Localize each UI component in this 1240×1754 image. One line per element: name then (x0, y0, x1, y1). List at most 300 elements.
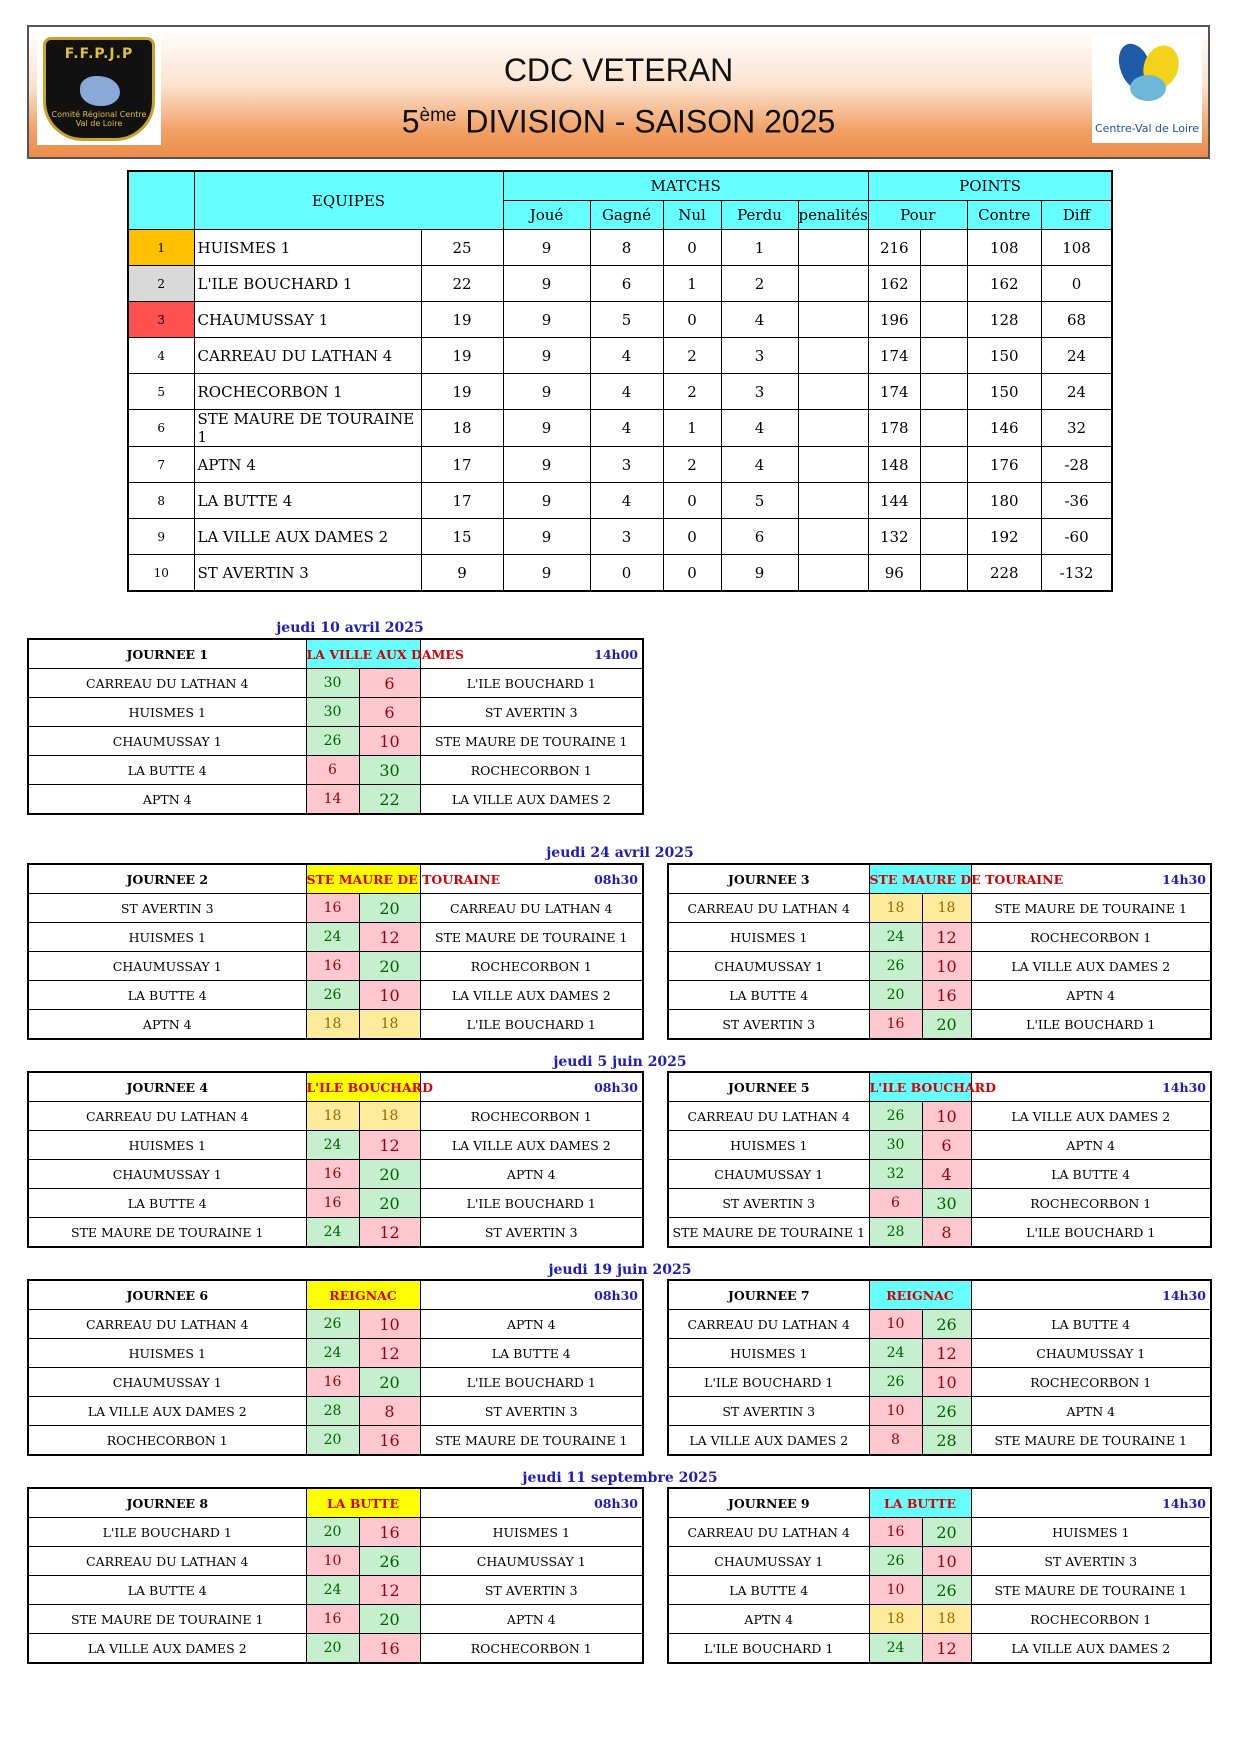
away-score: 28 (922, 1426, 971, 1456)
j-cell: 9 (503, 447, 590, 483)
pen-cell (798, 338, 868, 374)
home-team: LA VILLE AUX DAMES 2 (28, 1634, 306, 1664)
away-team: HUISMES 1 (971, 1518, 1211, 1547)
pen-cell (798, 374, 868, 410)
home-score: 28 (869, 1218, 922, 1248)
away-score: 6 (359, 698, 420, 727)
home-score: 26 (869, 1547, 922, 1576)
j-cell: 9 (503, 555, 590, 592)
rank-cell: 5 (128, 374, 194, 410)
match-row (28, 1368, 643, 1397)
away-team: CHAUMUSSAY 1 (971, 1339, 1211, 1368)
away-team: L'ILE BOUCHARD 1 (420, 1189, 643, 1218)
away-team: APTN 4 (420, 1310, 643, 1339)
g-cell: 4 (590, 410, 663, 447)
start-time: 08h30 (420, 1072, 643, 1102)
match-row (28, 1160, 643, 1189)
start-time: 14h30 (971, 1072, 1211, 1102)
home-score: 24 (306, 1131, 359, 1160)
match-row (668, 1576, 1211, 1605)
pour-cell: 174 (868, 338, 920, 374)
away-team: ROCHECORBON 1 (971, 1605, 1211, 1634)
start-time: 08h30 (420, 864, 643, 894)
home-score: 20 (869, 981, 922, 1010)
journee-table (27, 863, 644, 1040)
match-row (668, 923, 1211, 952)
away-score: 4 (922, 1160, 971, 1189)
home-team: CARREAU DU LATHAN 4 (668, 1518, 869, 1547)
away-team: L'ILE BOUCHARD 1 (971, 1010, 1211, 1040)
pts-cell: 15 (421, 519, 503, 555)
away-score: 20 (359, 894, 420, 923)
journee-table (667, 863, 1212, 1040)
p-cell: 2 (721, 266, 798, 302)
home-score: 32 (869, 1160, 922, 1189)
away-score: 18 (359, 1102, 420, 1131)
away-score: 12 (359, 1576, 420, 1605)
equipes-header: EQUIPES (194, 171, 503, 230)
venue-label: STE MAURE DE TOURAINE (869, 864, 971, 894)
match-row (668, 1189, 1211, 1218)
match-row (668, 1368, 1211, 1397)
home-score: 16 (306, 1605, 359, 1634)
pour-cell: 174 (868, 374, 920, 410)
gagne-header: Gagné (590, 201, 663, 230)
contre-cell: 128 (967, 302, 1041, 338)
away-team: LA VILLE AUX DAMES 2 (420, 981, 643, 1010)
away-score: 26 (922, 1397, 971, 1426)
home-score: 24 (306, 923, 359, 952)
rank-cell: 10 (128, 555, 194, 592)
n-cell: 2 (663, 338, 721, 374)
journee-header-row (28, 639, 643, 669)
title-line-1: CDC VETERAN (503, 52, 734, 88)
home-team: L'ILE BOUCHARD 1 (28, 1518, 306, 1547)
match-row (28, 1131, 643, 1160)
home-team: CHAUMUSSAY 1 (668, 952, 869, 981)
journee-title: JOURNEE 4 (28, 1072, 306, 1102)
x-cell (920, 483, 967, 519)
home-team: CARREAU DU LATHAN 4 (28, 669, 306, 698)
journee-header-row (668, 864, 1211, 894)
home-score: 6 (869, 1189, 922, 1218)
team-cell: CARREAU DU LATHAN 4 (194, 338, 421, 374)
away-team: APTN 4 (971, 1131, 1211, 1160)
start-time: 08h30 (420, 1488, 643, 1518)
pour-cell: 148 (868, 447, 920, 483)
home-score: 30 (306, 698, 359, 727)
away-team: APTN 4 (971, 981, 1211, 1010)
pts-cell: 17 (421, 447, 503, 483)
home-score: 26 (869, 1368, 922, 1397)
x-cell (920, 230, 967, 266)
away-score: 20 (359, 1160, 420, 1189)
away-team: ROCHECORBON 1 (420, 1634, 643, 1664)
g-cell: 4 (590, 338, 663, 374)
home-team: LA BUTTE 4 (28, 981, 306, 1010)
home-score: 24 (306, 1218, 359, 1248)
home-team: LA BUTTE 4 (28, 1576, 306, 1605)
match-row (28, 698, 643, 727)
away-team: LA VILLE AUX DAMES 2 (971, 952, 1211, 981)
pour-cell: 132 (868, 519, 920, 555)
pen-cell (798, 302, 868, 338)
x-cell (920, 374, 967, 410)
j-cell: 9 (503, 302, 590, 338)
standings-row (128, 266, 1112, 302)
points-header: POINTS (868, 171, 1112, 201)
pen-cell (798, 555, 868, 592)
journee-table (27, 1071, 644, 1248)
diff-cell: 68 (1041, 302, 1112, 338)
venue-label: REIGNAC (306, 1280, 420, 1310)
standings-row (128, 374, 1112, 410)
venue-label: L'ILE BOUCHARD (869, 1072, 971, 1102)
home-team: HUISMES 1 (28, 1131, 306, 1160)
title-superscript: ème (419, 105, 457, 126)
standings-header-row-1 (128, 171, 1112, 201)
away-score: 12 (359, 1339, 420, 1368)
away-team: ST AVERTIN 3 (420, 1576, 643, 1605)
home-team: LA BUTTE 4 (668, 981, 869, 1010)
journee-title: JOURNEE 5 (668, 1072, 869, 1102)
match-row (28, 1576, 643, 1605)
venue-label: L'ILE BOUCHARD (306, 1072, 420, 1102)
p-cell: 4 (721, 447, 798, 483)
team-cell: HUISMES 1 (194, 230, 421, 266)
match-row (28, 1397, 643, 1426)
home-score: 16 (306, 1368, 359, 1397)
home-team: LA BUTTE 4 (28, 756, 306, 785)
n-cell: 2 (663, 374, 721, 410)
pts-cell: 19 (421, 302, 503, 338)
home-score: 24 (306, 1576, 359, 1605)
start-time: 14h30 (971, 1280, 1211, 1310)
standings-row (128, 338, 1112, 374)
home-team: CHAUMUSSAY 1 (28, 1368, 306, 1397)
home-score: 18 (306, 1010, 359, 1040)
home-score: 26 (306, 981, 359, 1010)
away-team: STE MAURE DE TOURAINE 1 (971, 1576, 1211, 1605)
match-row (28, 981, 643, 1010)
contre-cell: 146 (967, 410, 1041, 447)
match-row (668, 1634, 1211, 1664)
journee-title: JOURNEE 1 (28, 639, 306, 669)
pen-cell (798, 483, 868, 519)
venue-label: LA BUTTE (869, 1488, 971, 1518)
journee-title: JOURNEE 7 (668, 1280, 869, 1310)
p-cell: 1 (721, 230, 798, 266)
away-score: 12 (359, 923, 420, 952)
contre-header: Contre (967, 201, 1041, 230)
pts-cell: 9 (421, 555, 503, 592)
diff-cell: -132 (1041, 555, 1112, 592)
away-team: APTN 4 (420, 1605, 643, 1634)
nul-header: Nul (663, 201, 721, 230)
away-team: STE MAURE DE TOURAINE 1 (420, 923, 643, 952)
match-row (668, 1397, 1211, 1426)
team-cell: CHAUMUSSAY 1 (194, 302, 421, 338)
home-score: 14 (306, 785, 359, 815)
p-cell: 4 (721, 410, 798, 447)
contre-cell: 150 (967, 338, 1041, 374)
match-row (28, 1189, 643, 1218)
home-score: 30 (869, 1131, 922, 1160)
match-row (668, 952, 1211, 981)
pour-cell: 196 (868, 302, 920, 338)
home-score: 26 (306, 727, 359, 756)
home-score: 18 (306, 1102, 359, 1131)
g-cell: 0 (590, 555, 663, 592)
x-cell (920, 519, 967, 555)
journee-title: JOURNEE 9 (668, 1488, 869, 1518)
journee-header-row (28, 864, 643, 894)
away-score: 12 (359, 1131, 420, 1160)
match-row (28, 756, 643, 785)
x-cell (920, 555, 967, 592)
home-team: CARREAU DU LATHAN 4 (28, 1547, 306, 1576)
home-team: HUISMES 1 (28, 698, 306, 727)
g-cell: 5 (590, 302, 663, 338)
home-team: CARREAU DU LATHAN 4 (668, 1102, 869, 1131)
home-score: 16 (306, 894, 359, 923)
diff-cell: -60 (1041, 519, 1112, 555)
home-score: 24 (306, 1339, 359, 1368)
away-score: 8 (359, 1397, 420, 1426)
pts-cell: 18 (421, 410, 503, 447)
x-cell (920, 338, 967, 374)
home-team: LA VILLE AUX DAMES 2 (28, 1397, 306, 1426)
match-row (28, 1518, 643, 1547)
journee-title: JOURNEE 6 (28, 1280, 306, 1310)
away-score: 16 (359, 1634, 420, 1664)
away-team: STE MAURE DE TOURAINE 1 (420, 727, 643, 756)
home-team: CHAUMUSSAY 1 (28, 727, 306, 756)
home-team: LA BUTTE 4 (28, 1189, 306, 1218)
journee-table (27, 1279, 644, 1456)
rank-cell: 2 (128, 266, 194, 302)
diff-header: Diff (1041, 201, 1112, 230)
match-row (668, 1131, 1211, 1160)
home-score: 24 (869, 923, 922, 952)
match-row (668, 1010, 1211, 1040)
match-row (668, 1547, 1211, 1576)
journee-table (667, 1279, 1212, 1456)
away-score: 20 (922, 1518, 971, 1547)
contre-cell: 150 (967, 374, 1041, 410)
away-score: 22 (359, 785, 420, 815)
date-label: jeudi 11 septembre 2025 (522, 1470, 718, 1486)
home-team: LA VILLE AUX DAMES 2 (668, 1426, 869, 1456)
away-score: 10 (922, 1547, 971, 1576)
standings-table (127, 170, 1113, 592)
away-team: LA VILLE AUX DAMES 2 (971, 1102, 1211, 1131)
match-row (668, 1310, 1211, 1339)
journee-title: JOURNEE 3 (668, 864, 869, 894)
away-score: 8 (922, 1218, 971, 1248)
pour-cell: 178 (868, 410, 920, 447)
pen-cell (798, 519, 868, 555)
home-team: STE MAURE DE TOURAINE 1 (28, 1605, 306, 1634)
pts-cell: 19 (421, 374, 503, 410)
home-team: ROCHECORBON 1 (28, 1426, 306, 1456)
diff-cell: 108 (1041, 230, 1112, 266)
match-row (668, 894, 1211, 923)
x-cell (920, 302, 967, 338)
match-row (28, 785, 643, 815)
match-row (668, 1605, 1211, 1634)
home-score: 30 (306, 669, 359, 698)
pour-cell: 162 (868, 266, 920, 302)
away-score: 20 (922, 1010, 971, 1040)
away-team: APTN 4 (971, 1397, 1211, 1426)
home-team: APTN 4 (28, 785, 306, 815)
away-team: L'ILE BOUCHARD 1 (971, 1218, 1211, 1248)
away-score: 16 (922, 981, 971, 1010)
match-row (28, 894, 643, 923)
home-team: CHAUMUSSAY 1 (28, 1160, 306, 1189)
standings-row (128, 410, 1112, 447)
home-team: L'ILE BOUCHARD 1 (668, 1368, 869, 1397)
region-logo (1092, 35, 1202, 143)
logo-left-subtext: Comité Régional Centre Val de Loire (51, 110, 147, 128)
home-score: 28 (306, 1397, 359, 1426)
away-score: 30 (359, 756, 420, 785)
home-score: 16 (869, 1518, 922, 1547)
home-team: APTN 4 (28, 1010, 306, 1040)
away-team: LA VILLE AUX DAMES 2 (420, 1131, 643, 1160)
home-team: HUISMES 1 (668, 1339, 869, 1368)
rank-cell: 3 (128, 302, 194, 338)
match-row (668, 1102, 1211, 1131)
home-score: 6 (306, 756, 359, 785)
g-cell: 3 (590, 447, 663, 483)
away-score: 6 (359, 669, 420, 698)
title-rest: DIVISION - SAISON 2025 (456, 103, 836, 140)
team-cell: STE MAURE DE TOURAINE 1 (194, 410, 421, 447)
rank-cell: 4 (128, 338, 194, 374)
match-row (28, 952, 643, 981)
logo-left-text: F.F.P.J.P (64, 46, 134, 62)
pour-cell: 96 (868, 555, 920, 592)
n-cell: 0 (663, 519, 721, 555)
page-title (29, 47, 1208, 145)
rank-cell: 8 (128, 483, 194, 519)
j-cell: 9 (503, 519, 590, 555)
home-team: HUISMES 1 (668, 923, 869, 952)
away-team: LA VILLE AUX DAMES 2 (971, 1634, 1211, 1664)
pts-cell: 25 (421, 230, 503, 266)
venue-label: LA VILLE AUX DAMES (306, 639, 420, 669)
home-score: 18 (869, 1605, 922, 1634)
away-score: 18 (359, 1010, 420, 1040)
match-row (28, 1310, 643, 1339)
match-row (668, 981, 1211, 1010)
away-team: STE MAURE DE TOURAINE 1 (420, 1426, 643, 1456)
away-team: LA BUTTE 4 (971, 1160, 1211, 1189)
team-cell: APTN 4 (194, 447, 421, 483)
penalites-header: penalités (798, 201, 868, 230)
team-cell: ROCHECORBON 1 (194, 374, 421, 410)
home-team: ST AVERTIN 3 (668, 1189, 869, 1218)
diff-cell: 24 (1041, 338, 1112, 374)
away-score: 20 (359, 1189, 420, 1218)
contre-cell: 180 (967, 483, 1041, 519)
standings-row (128, 302, 1112, 338)
away-team: STE MAURE DE TOURAINE 1 (971, 894, 1211, 923)
matchs-header: MATCHS (503, 171, 868, 201)
journee-title: JOURNEE 2 (28, 864, 306, 894)
home-team: CHAUMUSSAY 1 (28, 952, 306, 981)
diff-cell: 0 (1041, 266, 1112, 302)
home-score: 16 (306, 952, 359, 981)
pen-cell (798, 266, 868, 302)
away-team: LA BUTTE 4 (420, 1339, 643, 1368)
away-score: 10 (922, 1102, 971, 1131)
away-team: ROCHECORBON 1 (971, 923, 1211, 952)
contre-cell: 162 (967, 266, 1041, 302)
home-score: 16 (869, 1010, 922, 1040)
pour-header: Pour (868, 201, 967, 230)
date-label: jeudi 24 avril 2025 (546, 845, 694, 861)
g-cell: 4 (590, 374, 663, 410)
away-score: 10 (359, 1310, 420, 1339)
title-line-2 (29, 93, 1208, 145)
perdu-header: Perdu (721, 201, 798, 230)
standings-row (128, 447, 1112, 483)
away-score: 26 (359, 1547, 420, 1576)
pen-cell (798, 230, 868, 266)
team-cell: LA VILLE AUX DAMES 2 (194, 519, 421, 555)
n-cell: 1 (663, 266, 721, 302)
away-team: L'ILE BOUCHARD 1 (420, 1368, 643, 1397)
home-team: HUISMES 1 (668, 1131, 869, 1160)
away-score: 6 (922, 1131, 971, 1160)
journee-table (667, 1071, 1212, 1248)
rank-header (128, 171, 194, 230)
p-cell: 3 (721, 338, 798, 374)
x-cell (920, 266, 967, 302)
home-team: CHAUMUSSAY 1 (668, 1160, 869, 1189)
journee-header-row (668, 1072, 1211, 1102)
date-label: jeudi 19 juin 2025 (548, 1262, 692, 1278)
j-cell: 9 (503, 230, 590, 266)
g-cell: 6 (590, 266, 663, 302)
standings-row (128, 519, 1112, 555)
g-cell: 4 (590, 483, 663, 519)
team-cell: LA BUTTE 4 (194, 483, 421, 519)
j-cell: 9 (503, 374, 590, 410)
match-row (28, 1634, 643, 1664)
home-team: CARREAU DU LATHAN 4 (28, 1102, 306, 1131)
home-score: 10 (869, 1576, 922, 1605)
journee-header-row (668, 1488, 1211, 1518)
away-team: ST AVERTIN 3 (420, 1397, 643, 1426)
journee-table (667, 1487, 1212, 1664)
away-score: 30 (922, 1189, 971, 1218)
away-score: 10 (359, 981, 420, 1010)
journee-header-row (668, 1280, 1211, 1310)
away-team: CHAUMUSSAY 1 (420, 1547, 643, 1576)
n-cell: 0 (663, 302, 721, 338)
away-team: ROCHECORBON 1 (420, 1102, 643, 1131)
rank-cell: 6 (128, 410, 194, 447)
contre-cell: 176 (967, 447, 1041, 483)
contre-cell: 192 (967, 519, 1041, 555)
away-score: 16 (359, 1518, 420, 1547)
g-cell: 3 (590, 519, 663, 555)
home-score: 26 (306, 1310, 359, 1339)
